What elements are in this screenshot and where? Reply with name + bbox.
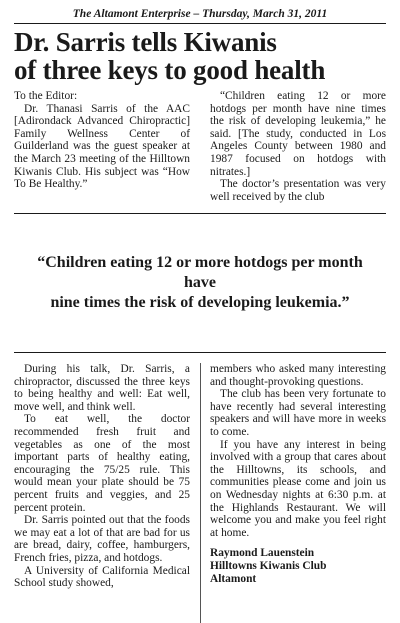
bottom-left-column xyxy=(14,363,190,623)
paragraph: During his talk, Dr. Sarris, a chiropractor, discussed the three keys to being healthy and well: Eat well, move well, and think well. xyxy=(14,363,190,413)
paragraph: The club has been very fortunate to have recently had several interesting speakers and will have more in weeks to come. xyxy=(210,388,386,438)
headline xyxy=(14,28,386,84)
paragraph: members who asked many interesting and thought-provoking questions. xyxy=(210,363,386,388)
pullquote-line-2: nine times the risk of developing leukemia.” xyxy=(50,294,350,311)
top-columns xyxy=(14,90,386,209)
pullquote xyxy=(14,253,386,313)
masthead-rule xyxy=(14,23,386,24)
top-left-column xyxy=(14,90,190,209)
paragraph: If you have any interest in being involved with a group that cares about the Hilltowns, its schools, and communities please come and join us on Wednesday nights at 6:30 p.m. at the Highlands Restaurant. We will welcome you and make you feel right at home. xyxy=(210,438,386,539)
signature-name: Raymond Lauenstein xyxy=(210,547,315,560)
pullquote-box xyxy=(14,213,386,353)
paragraph: Dr. Thanasi Sarris of the AAC [Adirondack Advanced Chiropractic] Family Wellness Center of Guilderland was the guest speaker at the March 23 meeting of the Hilltown Kiwanis Club. His subject was “How To Be Healthy.” xyxy=(14,102,190,191)
paragraph: “Children eating 12 or more hotdogs per month have nine times the risk of developing leukemia,” he said. [The study, conducted in Los Angeles County between 1980 and 1987 focused on hotdogs with nitrates.] xyxy=(210,90,386,178)
column-divider xyxy=(200,363,201,623)
signature-town: Altamont xyxy=(210,572,257,585)
paragraph: To eat well, the doctor recommended fresh fruit and vegetables as one of the most important parts of healthy eating, encouraging the 75/25 rule. This would mean your plate should be 75 percent fruits and veggies, and 25 percent protein. xyxy=(14,413,190,514)
bottom-columns xyxy=(14,363,386,623)
salutation: To the Editor: xyxy=(14,90,78,102)
paragraph: The doctor’s presentation was very well received by the club xyxy=(210,178,386,203)
bottom-right-column xyxy=(210,363,386,623)
headline-line-2: of three keys to good health xyxy=(14,55,326,85)
signature-club: Hilltowns Kiwanis Club xyxy=(210,559,327,572)
masthead: The Altamont Enterprise – Thursday, March 31, 2011 xyxy=(72,8,328,20)
pullquote-line-1: “Children eating 12 or more hotdogs per month have xyxy=(37,254,363,291)
paragraph: A University of California Medical School study showed, xyxy=(14,564,190,590)
top-right-column xyxy=(210,90,386,209)
headline-line-1: Dr. Sarris tells Kiwanis xyxy=(14,27,277,57)
paragraph: Dr. Sarris pointed out that the foods we may eat a lot of that are bad for us are bread, dairy, coffee, hamburgers, French fries, pizza, and hotdogs. xyxy=(14,514,190,564)
